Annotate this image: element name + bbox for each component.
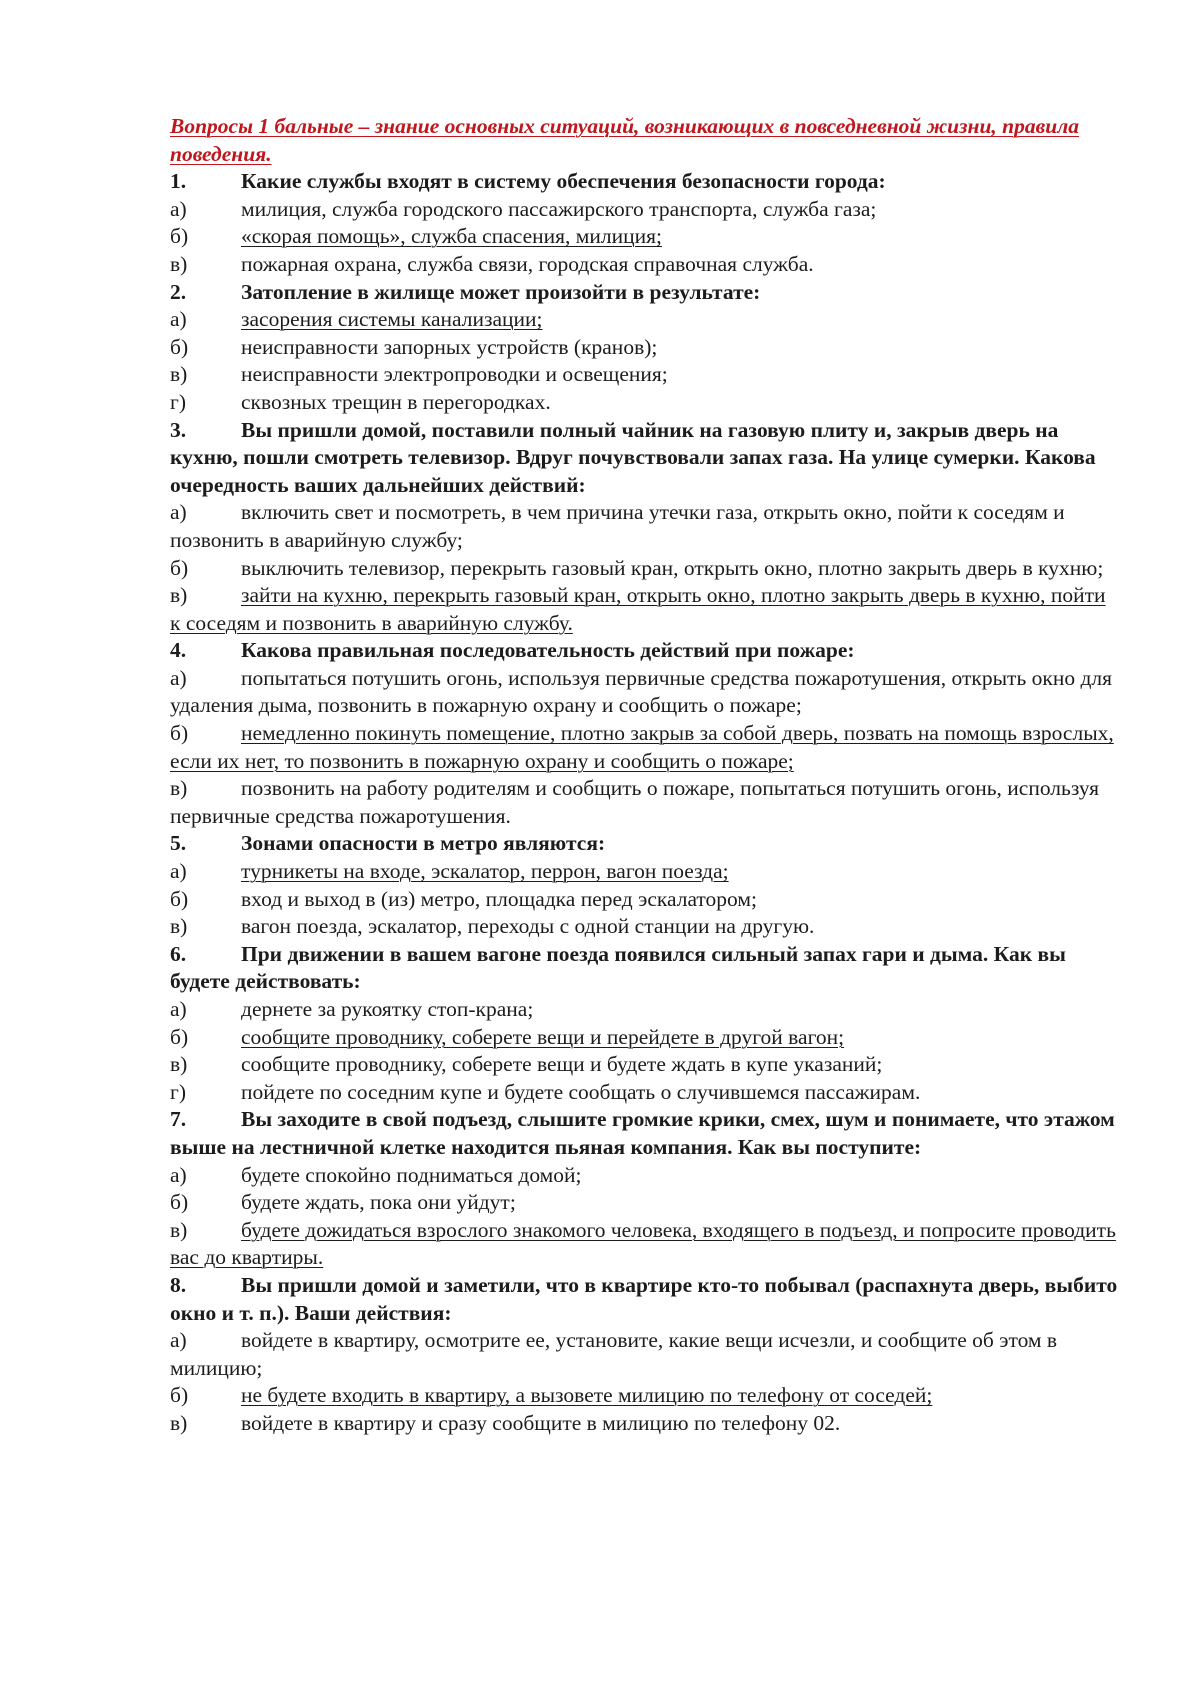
option-letter: г) bbox=[170, 389, 186, 414]
option-letter: в) bbox=[170, 776, 188, 801]
answer-option bbox=[170, 251, 1120, 279]
question-8 bbox=[170, 1272, 1120, 1327]
option-letter: а) bbox=[170, 997, 187, 1021]
section-heading: Вопросы 1 бальные – знание основных ситуаций, возникающих в повседневной жизни, правила поведения. bbox=[170, 114, 1079, 166]
option-text-correct: не будете входить в квартиру, а вызовете милицию по телефону от соседей; bbox=[241, 1383, 933, 1408]
question-7 bbox=[170, 1106, 1120, 1161]
answer-option bbox=[170, 1162, 1120, 1190]
question-number: 6. bbox=[170, 941, 187, 966]
question-5 bbox=[170, 830, 1120, 858]
question-number: 3. bbox=[170, 417, 187, 442]
option-text: попытаться потушить огонь, используя первичные средства пожаротушения, открыть окно для удаления дыма, позвонить в пожарную охрану и сообщить о пожаре; bbox=[170, 665, 1113, 718]
question-4 bbox=[170, 637, 1120, 665]
option-letter: б) bbox=[170, 1383, 189, 1408]
answer-option bbox=[170, 913, 1120, 941]
option-text-correct: зайти на кухню, перекрыть газовый кран, открыть окно, плотно закрыть дверь в кухню, пойти к соседям и позвонить в аварийную службу. bbox=[170, 583, 1106, 635]
option-letter: а) bbox=[170, 665, 187, 690]
answer-option bbox=[170, 334, 1120, 362]
answer-option bbox=[170, 306, 1120, 334]
answer-option bbox=[170, 1079, 1120, 1107]
option-text: будете ждать, пока они уйдут; bbox=[241, 1190, 516, 1215]
answer-option bbox=[170, 886, 1120, 914]
option-letter: в) bbox=[170, 914, 188, 939]
answer-option bbox=[170, 665, 1120, 720]
option-text: выключить телевизор, перекрыть газовый кран, открыть окно, плотно закрыть дверь в кухню; bbox=[241, 555, 1104, 580]
option-text: войдете в квартиру, осмотрите ее, установите, какие вещи исчезли, и сообщите об этом в милицию; bbox=[170, 1328, 1058, 1380]
option-text: включить свет и посмотреть, в чем причина утечки газа, открыть окно, пойти к соседям и позвонить в аварийную службу; bbox=[170, 500, 1065, 552]
option-letter: в) bbox=[170, 1052, 188, 1077]
question-text: Какова правильная последовательность действий при пожаре: bbox=[241, 638, 855, 663]
question-text: При движении в вашем вагоне поезда появился сильный запах гари и дыма. Как вы будете действовать: bbox=[170, 941, 1066, 994]
answer-option bbox=[170, 1051, 1120, 1079]
option-letter: а) bbox=[170, 196, 187, 221]
option-text: сообщите проводнику, соберете вещи и будете ждать в купе указаний; bbox=[241, 1052, 883, 1077]
answer-option bbox=[170, 858, 1120, 886]
option-text: пойдете по соседним купе и будете сообщать о случившемся пассажирам. bbox=[241, 1079, 921, 1104]
question-list bbox=[170, 168, 1120, 1437]
question-6 bbox=[170, 941, 1120, 996]
answer-option bbox=[170, 499, 1120, 554]
answer-option bbox=[170, 555, 1120, 583]
question-number: 1. bbox=[170, 169, 187, 194]
question-number: 4. bbox=[170, 638, 187, 663]
option-letter: в) bbox=[170, 251, 188, 276]
answer-option bbox=[170, 775, 1120, 830]
option-text-correct: засорения системы канализации; bbox=[241, 307, 543, 332]
answer-option bbox=[170, 1327, 1120, 1382]
option-text-correct: «скорая помощь», служба спасения, милиция; bbox=[241, 224, 662, 249]
question-number: 8. bbox=[170, 1272, 187, 1297]
option-letter: в) bbox=[170, 362, 188, 387]
option-letter: в) bbox=[170, 583, 188, 608]
question-text: Зонами опасности в метро являются: bbox=[241, 831, 606, 856]
option-letter: б) bbox=[170, 721, 189, 746]
question-number: 2. bbox=[170, 279, 187, 304]
answer-option bbox=[170, 582, 1120, 637]
option-letter: а) bbox=[170, 1162, 187, 1187]
question-text: Вы заходите в свой подъезд, слышите громкие крики, смех, шум и понимаете, что этажом выше на лестничной клетке находится пьяная компания. Как вы поступите: bbox=[170, 1107, 1115, 1159]
answer-option bbox=[170, 996, 1120, 1024]
option-text-correct: турникеты на входе, эскалатор, перрон, вагон поезда; bbox=[241, 859, 729, 884]
option-letter: а) bbox=[170, 500, 187, 525]
option-text: будете спокойно подниматься домой; bbox=[241, 1162, 582, 1187]
option-letter: б) bbox=[170, 1190, 189, 1215]
option-text-correct: сообщите проводнику, соберете вещи и перейдете в другой вагон; bbox=[241, 1024, 845, 1049]
option-letter: в) bbox=[170, 1217, 188, 1242]
option-text-correct: будете дожидаться взрослого знакомого человека, входящего в подъезд, и попросите проводить вас до квартиры. bbox=[170, 1217, 1116, 1270]
option-text: неисправности электропроводки и освещения; bbox=[241, 362, 668, 387]
question-text: Затопление в жилище может произойти в результате: bbox=[241, 279, 761, 304]
answer-option bbox=[170, 1410, 1120, 1438]
option-letter: б) bbox=[170, 1024, 189, 1049]
answer-option bbox=[170, 196, 1120, 224]
answer-option bbox=[170, 223, 1120, 251]
answer-option bbox=[170, 361, 1120, 389]
answer-option bbox=[170, 1189, 1120, 1217]
option-text: вагон поезда, эскалатор, переходы с одной станции на другую. bbox=[241, 914, 815, 939]
option-letter: б) bbox=[170, 334, 189, 359]
option-text: пожарная охрана, служба связи, городская справочная служба. bbox=[241, 251, 814, 276]
question-text: Какие службы входят в систему обеспечения безопасности города: bbox=[241, 169, 886, 194]
option-letter: а) bbox=[170, 1328, 187, 1353]
answer-option bbox=[170, 1217, 1120, 1272]
answer-option bbox=[170, 1024, 1120, 1052]
option-text: позвонить на работу родителям и сообщить о пожаре, попытаться потушить огонь, используя первичные средства пожаротушения. bbox=[170, 776, 1099, 828]
question-1 bbox=[170, 168, 1120, 196]
option-text: вход и выход в (из) метро, площадка перед эскалатором; bbox=[241, 886, 757, 911]
option-letter: а) bbox=[170, 859, 187, 884]
option-letter: б) bbox=[170, 555, 189, 580]
option-text: неисправности запорных устройств (кранов); bbox=[241, 334, 658, 359]
question-text: Вы пришли домой и заметили, что в квартире кто-то побывал (распахнута дверь, выбито окно и т. п.). Ваши действия: bbox=[170, 1272, 1118, 1325]
option-text-correct: немедленно покинуть помещение, плотно закрыв за собой дверь, позвать на помощь взрослых, если их нет, то позвонить в пожарную охрану и сообщить о пожаре; bbox=[170, 721, 1114, 773]
option-text: войдете в квартиру и сразу сообщите в милицию по телефону 02. bbox=[241, 1410, 841, 1435]
answer-option bbox=[170, 389, 1120, 417]
option-letter: г) bbox=[170, 1079, 186, 1104]
document-content bbox=[170, 113, 1120, 1438]
option-text: дернете за рукоятку стоп-крана; bbox=[241, 997, 534, 1021]
option-letter: а) bbox=[170, 307, 187, 332]
option-text: сквозных трещин в перегородках. bbox=[241, 389, 551, 414]
option-letter: б) bbox=[170, 224, 189, 249]
question-number: 5. bbox=[170, 831, 187, 856]
question-number: 7. bbox=[170, 1107, 187, 1132]
question-text: Вы пришли домой, поставили полный чайник на газовую плиту и, закрыв дверь на кухню, пошли смотреть телевизор. Вдруг почувствовали запах газа. На улице сумерки. Какова очередность ваших дальнейших действий: bbox=[170, 417, 1096, 497]
answer-option bbox=[170, 720, 1120, 775]
option-letter: в) bbox=[170, 1410, 188, 1435]
question-3 bbox=[170, 417, 1120, 500]
option-letter: б) bbox=[170, 886, 189, 911]
answer-option bbox=[170, 1382, 1120, 1410]
question-2 bbox=[170, 279, 1120, 307]
option-text: милиция, служба городского пассажирского транспорта, служба газа; bbox=[241, 196, 877, 221]
